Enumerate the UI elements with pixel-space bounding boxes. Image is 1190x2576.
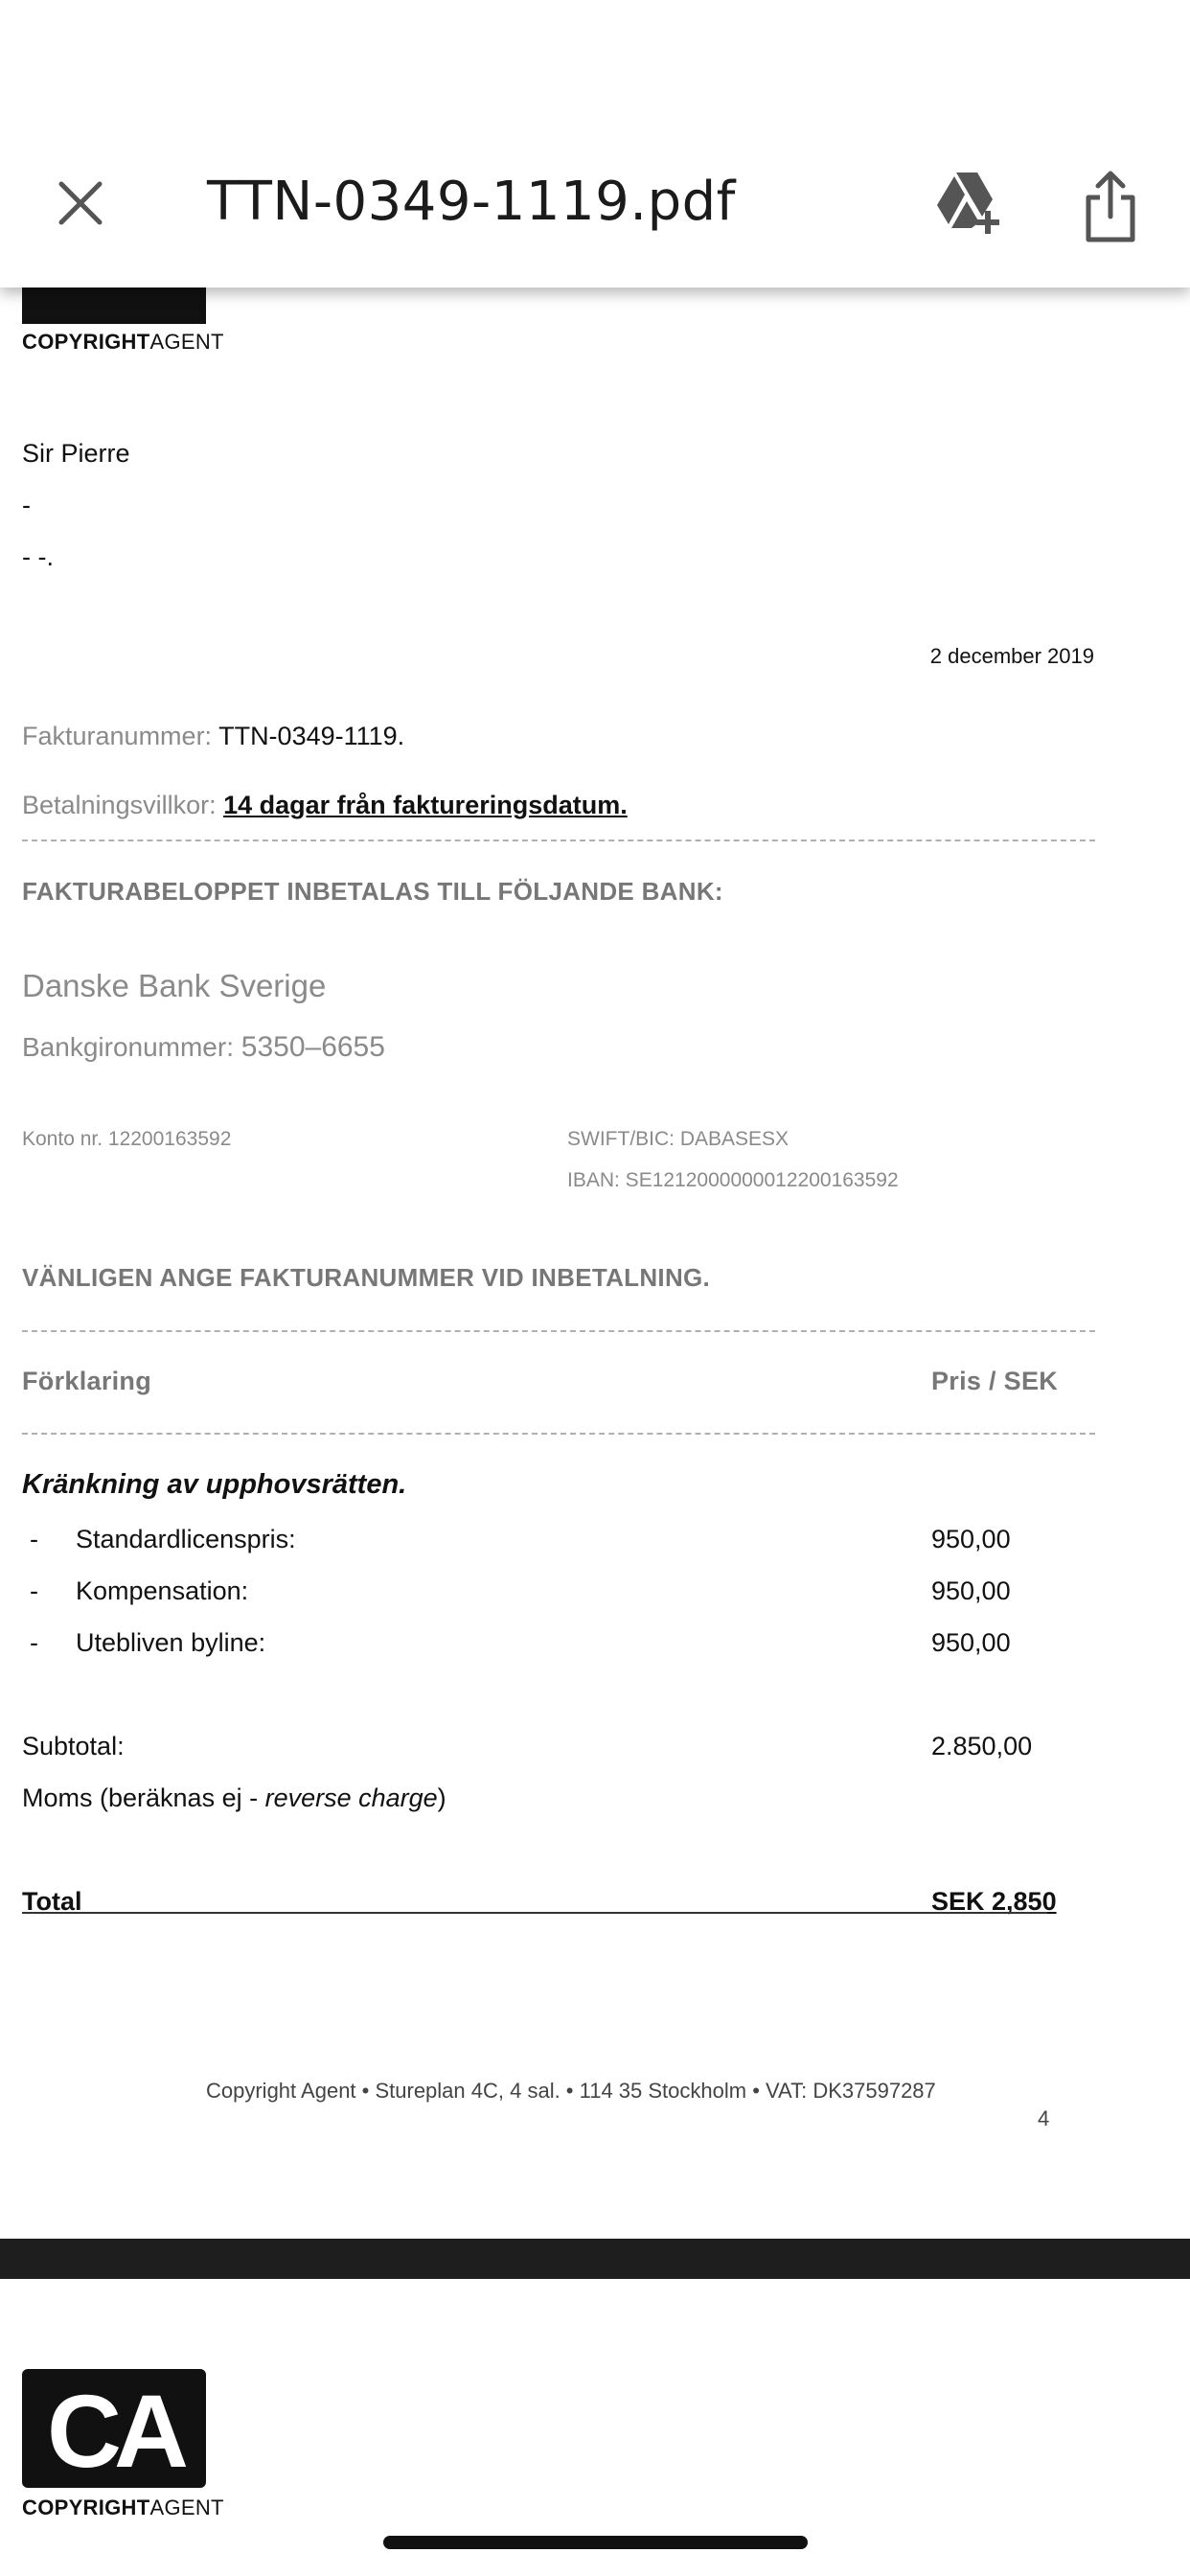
invoice-number-label: Fakturanummer: (22, 722, 213, 750)
line-item-label: Utebliven byline: (76, 1628, 266, 1657)
bank-name: Danske Bank Sverige (22, 968, 327, 1003)
payment-terms-value: 14 dagar från faktureringsdatum. (223, 791, 628, 819)
pdf-viewer-toolbar (0, 0, 1190, 288)
total-rule (22, 1912, 1047, 1914)
footer-address: Copyright Agent • Stureplan 4C, 4 sal. • 114 35 Stockholm • VAT: DK37597287 (206, 2079, 936, 2103)
line-item-bullet: - (30, 1576, 38, 1605)
line-item-bullet: - (30, 1525, 38, 1553)
subtotal-value: 2.850,00 (931, 1732, 1033, 1760)
total-value: SEK 2,850 (931, 1887, 1057, 1916)
divider (22, 1330, 1095, 1332)
bank-heading: FAKTURABELOPPET INBETALAS TILL FÖLJANDE BANK: (22, 877, 723, 906)
copyright-agent-logo-mark (22, 2369, 206, 2488)
column-header-description: Förklaring (22, 1367, 152, 1395)
payment-terms-row (22, 791, 628, 820)
line-item-amount: 950,00 (931, 1525, 1011, 1553)
close-icon (50, 172, 111, 234)
line-item-bullet: - (30, 1628, 38, 1657)
invoice-number-row (22, 722, 404, 751)
page-separator (0, 2239, 1190, 2279)
logo-wordmark: COPYRIGHTAGENT (22, 330, 224, 354)
subtotal-label: Subtotal: (22, 1732, 125, 1760)
pdf-page (0, 2279, 1190, 2576)
account-number: Konto nr. 12200163592 (22, 1128, 232, 1150)
line-item-amount: 950,00 (931, 1576, 1011, 1605)
invoice-date: 2 december 2019 (929, 644, 1094, 668)
line-item-label: Standardlicenspris: (76, 1525, 296, 1553)
google-drive-add-icon (935, 169, 1008, 238)
section-title: Kränkning av upphovsrätten. (22, 1469, 407, 1500)
line-item-amount: 950,00 (931, 1628, 1011, 1657)
home-indicator[interactable] (383, 2536, 808, 2549)
svg-text:CA: CA (47, 2373, 181, 2488)
share-icon (1083, 171, 1138, 243)
invoice-number-value: TTN-0349-1119. (218, 722, 405, 750)
divider (22, 840, 1095, 841)
add-to-drive-button[interactable] (935, 169, 1008, 238)
payment-terms-label: Betalningsvillkor: (22, 791, 217, 819)
bankgiro-row: Bankgironummer: 5350–6655 (22, 1031, 385, 1063)
recipient-line: - (22, 491, 31, 519)
recipient-line: - -. (22, 542, 54, 571)
logo-wordmark: COPYRIGHTAGENT (22, 2496, 224, 2519)
payment-notice: VÄNLIGEN ANGE FAKTURANUMMER VID INBETALNING. (22, 1263, 711, 1292)
iban: IBAN: SE1212000000012200163592 (567, 1169, 899, 1191)
share-button[interactable] (1083, 171, 1138, 243)
swift-code: SWIFT/BIC: DABASESX (567, 1128, 790, 1150)
total-label: Total (22, 1887, 82, 1916)
page-number: 4 (1038, 2106, 1050, 2130)
close-button[interactable] (50, 172, 111, 234)
recipient-name: Sir Pierre (22, 439, 130, 468)
divider (22, 1433, 1095, 1435)
line-item-label: Kompensation: (76, 1576, 249, 1605)
document-title: TTN-0349-1119.pdf (207, 171, 736, 233)
vat-label: Moms (beräknas ej - reverse charge) (22, 1783, 446, 1812)
column-header-price: Pris / SEK (931, 1367, 1059, 1395)
